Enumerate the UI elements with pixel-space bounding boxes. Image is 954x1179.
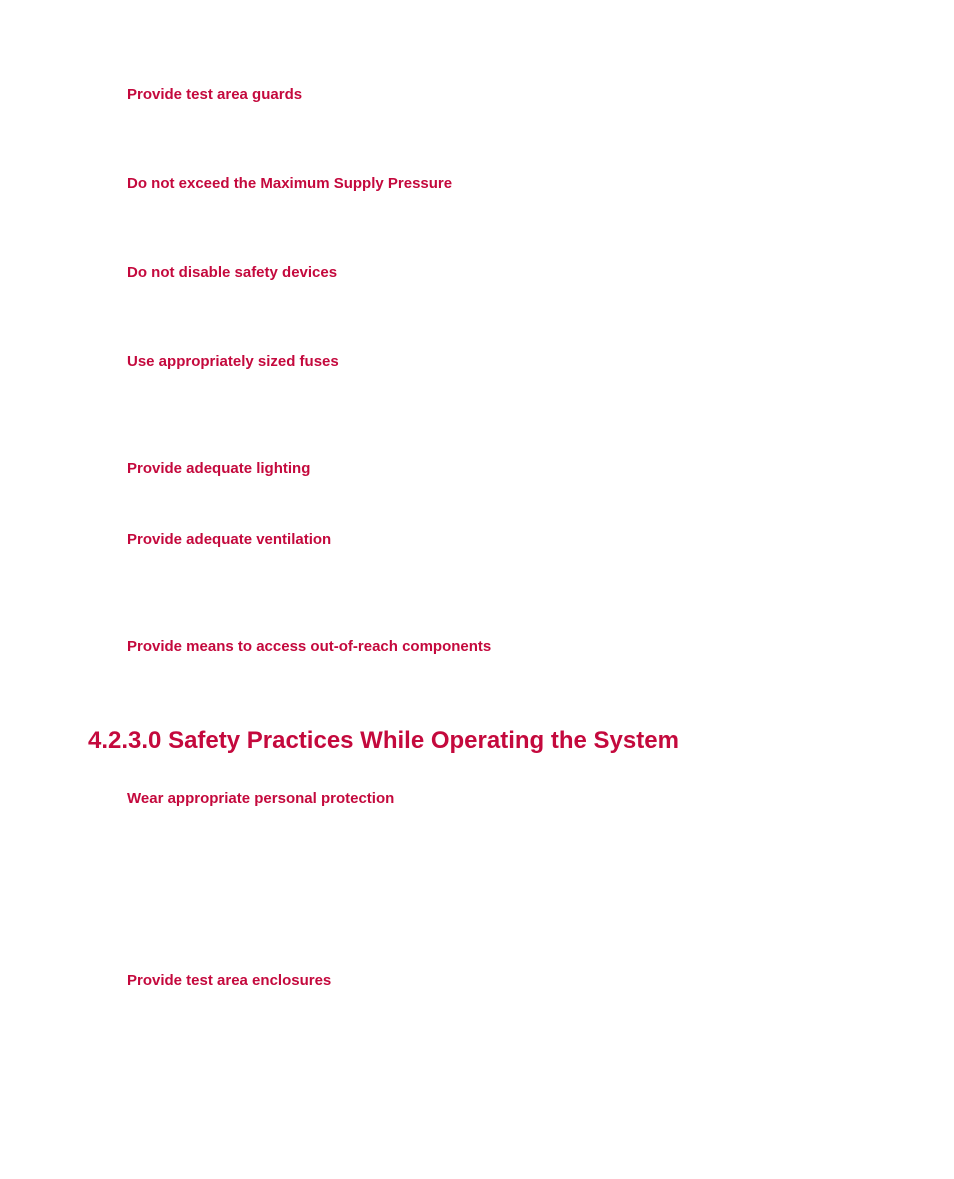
heading-lighting: Provide adequate lighting bbox=[127, 460, 311, 477]
section-title: 4.2.3.0 Safety Practices While Operating the System bbox=[88, 727, 679, 754]
heading-fuses: Use appropriately sized fuses bbox=[127, 353, 339, 370]
heading-personal-protection: Wear appropriate personal protection bbox=[127, 790, 395, 807]
heading-safety-devices: Do not disable safety devices bbox=[127, 264, 338, 281]
heading-out-of-reach: Provide means to access out-of-reach components bbox=[127, 638, 492, 655]
heading-enclosures: Provide test area enclosures bbox=[127, 972, 332, 989]
heading-ventilation: Provide adequate ventilation bbox=[127, 531, 332, 548]
heading-max-supply-pressure: Do not exceed the Maximum Supply Pressure bbox=[127, 175, 453, 192]
heading-test-area-guards: Provide test area guards bbox=[127, 86, 303, 103]
